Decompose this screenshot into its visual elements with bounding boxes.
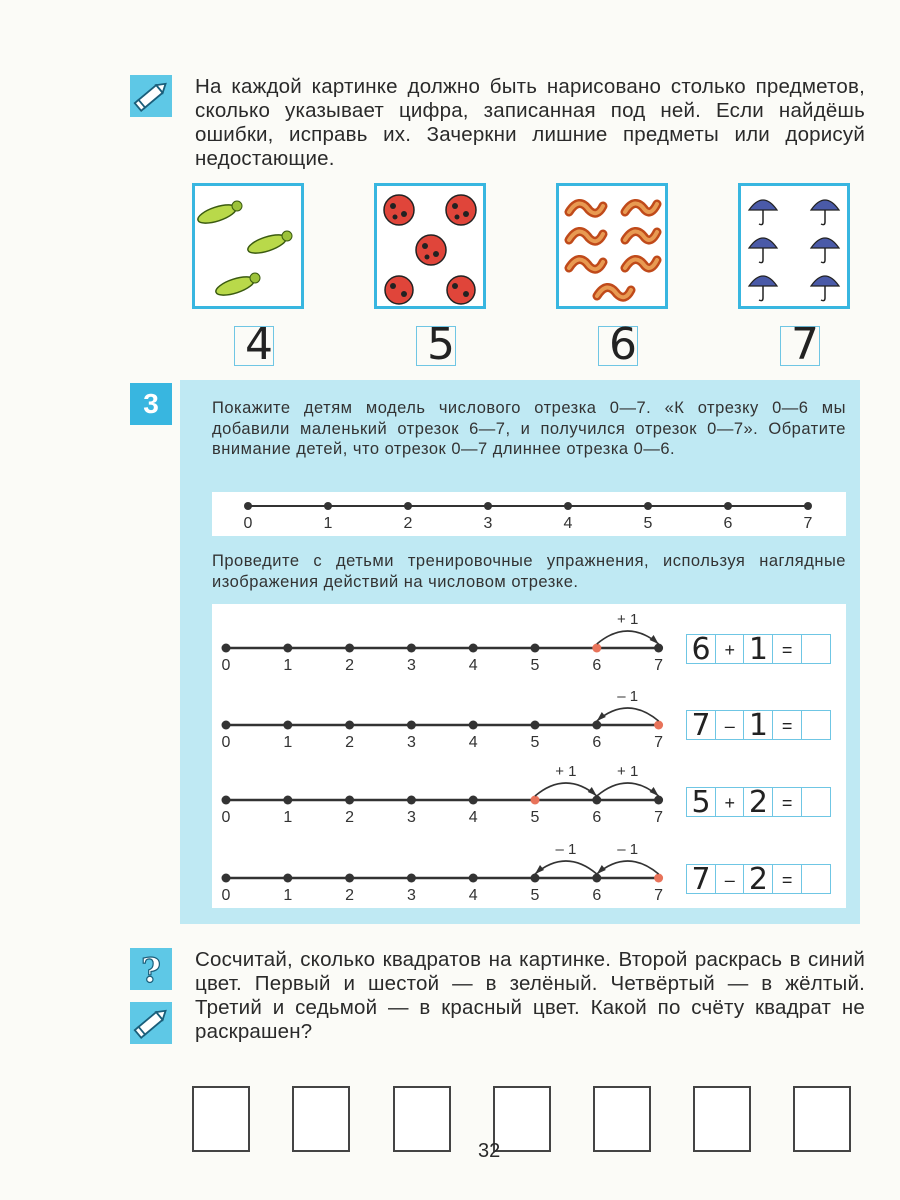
tick-dot <box>283 644 292 653</box>
tick-label: 7 <box>654 809 664 826</box>
model-tick-dot <box>404 502 412 510</box>
model-tick-dot <box>804 502 812 510</box>
ladybug-icon <box>446 195 476 225</box>
umbrella-icon <box>811 200 839 210</box>
model-tick-label: 5 <box>643 515 653 532</box>
tick-label: 5 <box>530 657 540 674</box>
digit-box <box>598 319 638 370</box>
task1-text: На каждой картинке должно быть нарисовано столько предметов, сколько указывает цифра, записанная под ней. Если найдёшь ошибки, исправь их. Зачеркни лишние предметы или дорисуй недостающие. <box>195 75 865 170</box>
jump-label: – 1 <box>617 688 639 705</box>
jump-label: + 1 <box>617 763 639 780</box>
start-dot <box>654 721 663 730</box>
model-tick-label: 6 <box>723 515 733 532</box>
picture-card-ladybugs <box>374 183 486 309</box>
tick-dot <box>407 644 416 653</box>
answer-cell: 1 <box>743 634 773 664</box>
tick-dot <box>592 721 601 730</box>
jump-arc <box>535 783 597 796</box>
jump-arc <box>597 783 659 796</box>
tick-label: 6 <box>592 887 602 904</box>
start-dot <box>592 644 601 653</box>
tick-dot <box>283 796 292 805</box>
tick-dot <box>222 644 231 653</box>
answer-cell: = <box>772 864 802 894</box>
model-tick-label: 4 <box>563 515 573 532</box>
tick-dot <box>469 796 478 805</box>
tick-label: 2 <box>345 809 355 826</box>
start-dot <box>531 796 540 805</box>
tick-label: 1 <box>283 657 293 674</box>
pencil-icon <box>130 75 172 117</box>
tick-dot <box>222 796 231 805</box>
answer-cell: 1 <box>743 710 773 740</box>
coloring-square-3[interactable] <box>393 1086 451 1152</box>
digit-label: 6 <box>609 319 637 370</box>
jump-label: + 1 <box>617 611 639 628</box>
coloring-square-2[interactable] <box>292 1086 350 1152</box>
tick-label: 4 <box>468 657 478 674</box>
tick-label: 7 <box>654 734 664 751</box>
answer-row-1 <box>686 632 830 667</box>
tick-label: 5 <box>530 734 540 751</box>
tick-dot <box>222 721 231 730</box>
digit-box <box>416 319 456 370</box>
tick-label: 6 <box>592 734 602 751</box>
answer-cell: 7 <box>686 710 716 740</box>
tick-dot <box>469 644 478 653</box>
ladybug-icon <box>416 235 446 265</box>
tick-label: 6 <box>592 809 602 826</box>
arrow-head-icon <box>650 635 659 644</box>
tick-dot <box>531 721 540 730</box>
tick-label: 2 <box>345 657 355 674</box>
jump-arc <box>597 708 659 721</box>
start-dot <box>654 874 663 883</box>
task-number: 3 <box>130 383 172 425</box>
answer-cell: + <box>715 634 745 664</box>
ladybug-icon <box>385 276 413 304</box>
teacher-text-1: Покажите детям модель числового отрезка 0—7. «К отрезку 0—6 мы добавили маленький отрезок 6—7, и получился отрезок 0—7». Обратите внимание детей, что отрезок 0—7 длиннее отрезка 0—6. <box>212 399 846 458</box>
ladybug-icon <box>447 276 475 304</box>
teacher-text-2: Проведите с детьми тренировочные упражнения, используя наглядные изображения действий на числовом отрезке. <box>212 552 846 591</box>
arrow-head-icon <box>597 712 606 721</box>
arrow-head-icon <box>588 787 597 796</box>
tick-label: 2 <box>345 887 355 904</box>
tick-dot <box>407 721 416 730</box>
jump-label: + 1 <box>555 763 577 780</box>
model-tick-dot <box>324 502 332 510</box>
tick-dot <box>469 721 478 730</box>
tick-dot <box>531 874 540 883</box>
tick-dot <box>345 721 354 730</box>
task4-text: Сосчитай, сколько квадратов на картинке. Второй раскрась в синий цвет. Первый и шестой — в зелёный. Четвёртый — в жёлтый. Третий и седьмой — в красный цвет. Какой по счёту квадрат не раскрашен? <box>195 948 865 1043</box>
tick-label: 1 <box>283 809 293 826</box>
page-number: 32 <box>478 1140 501 1162</box>
tick-label: 0 <box>221 734 231 751</box>
model-tick-dot <box>564 502 572 510</box>
caterpillar-icon <box>214 273 260 299</box>
answer-cell: 6 <box>686 634 716 664</box>
model-tick-label: 0 <box>243 515 253 532</box>
tick-label: 5 <box>530 887 540 904</box>
answer-cell: + <box>715 787 745 817</box>
umbrella-icon <box>749 200 777 210</box>
jump-label: – 1 <box>555 841 577 858</box>
tick-label: 4 <box>468 809 478 826</box>
answer-row-4 <box>686 862 830 897</box>
tick-dot <box>654 644 663 653</box>
ladybug-icon <box>384 195 414 225</box>
tick-dot <box>654 796 663 805</box>
svg-text:?: ? <box>141 951 161 990</box>
model-tick-label: 1 <box>323 515 333 532</box>
digit-box <box>780 319 820 370</box>
answer-cell: 2 <box>743 787 773 817</box>
answer-cell: = <box>772 710 802 740</box>
umbrella-icon <box>749 238 777 248</box>
tick-dot <box>592 874 601 883</box>
answer-blank[interactable] <box>801 864 831 894</box>
answer-cell: = <box>772 787 802 817</box>
coloring-square-5[interactable] <box>593 1086 651 1152</box>
digit-box <box>234 319 274 370</box>
answer-cell: – <box>715 864 745 894</box>
answer-cell: 7 <box>686 864 716 894</box>
pencil-icon <box>130 1002 172 1044</box>
model-tick-label: 3 <box>483 515 493 532</box>
jump-label: – 1 <box>617 841 639 858</box>
tick-label: 1 <box>283 734 293 751</box>
answer-blank[interactable] <box>801 634 831 664</box>
answer-cell: 2 <box>743 864 773 894</box>
tick-label: 4 <box>468 734 478 751</box>
answer-blank[interactable] <box>801 787 831 817</box>
tick-label: 0 <box>221 809 231 826</box>
tick-dot <box>407 874 416 883</box>
model-tick-dot <box>644 502 652 510</box>
model-tick-dot <box>244 502 252 510</box>
digit-label: 7 <box>791 319 819 370</box>
picture-card-umbrellas <box>738 183 850 309</box>
tick-label: 0 <box>221 657 231 674</box>
answer-cell: – <box>715 710 745 740</box>
question-icon <box>130 948 172 990</box>
answer-cell: = <box>772 634 802 664</box>
umbrella-icon <box>749 276 777 286</box>
picture-card-caterpillars <box>192 183 304 309</box>
tick-dot <box>469 874 478 883</box>
tick-dot <box>222 874 231 883</box>
arrow-head-icon <box>535 865 544 874</box>
tick-label: 2 <box>345 734 355 751</box>
umbrella-icon <box>811 276 839 286</box>
jump-arc <box>597 631 659 644</box>
tick-dot <box>283 874 292 883</box>
answer-row-2 <box>686 708 830 743</box>
umbrella-icon <box>811 238 839 248</box>
digit-label: 5 <box>427 319 455 370</box>
caterpillar-icon <box>246 231 292 257</box>
tick-label: 7 <box>654 657 664 674</box>
tick-dot <box>345 644 354 653</box>
tick-dot <box>345 796 354 805</box>
tick-label: 5 <box>530 809 540 826</box>
model-segment-strip <box>212 492 846 536</box>
tick-dot <box>407 796 416 805</box>
tick-label: 3 <box>406 734 416 751</box>
answer-blank[interactable] <box>801 710 831 740</box>
jump-arc <box>535 861 597 874</box>
coloring-square-7[interactable] <box>793 1086 851 1152</box>
model-tick-dot <box>724 502 732 510</box>
model-tick-label: 7 <box>803 515 813 532</box>
tick-label: 4 <box>468 887 478 904</box>
tick-label: 3 <box>406 657 416 674</box>
tick-label: 7 <box>654 887 664 904</box>
arrow-head-icon <box>650 787 659 796</box>
caterpillar-icon <box>196 201 242 227</box>
tick-label: 6 <box>592 657 602 674</box>
jump-arc <box>597 861 659 874</box>
digit-label: 4 <box>245 319 273 370</box>
arrow-head-icon <box>597 865 606 874</box>
tick-dot <box>345 874 354 883</box>
tick-dot <box>592 796 601 805</box>
answer-row-3 <box>686 785 830 820</box>
tick-label: 3 <box>406 887 416 904</box>
coloring-square-4[interactable] <box>493 1086 551 1152</box>
model-tick-dot <box>484 502 492 510</box>
tick-dot <box>283 721 292 730</box>
tick-label: 1 <box>283 887 293 904</box>
picture-card-worms <box>556 183 668 309</box>
coloring-square-1[interactable] <box>192 1086 250 1152</box>
tick-label: 3 <box>406 809 416 826</box>
coloring-square-6[interactable] <box>693 1086 751 1152</box>
tick-dot <box>531 644 540 653</box>
answer-cell: 5 <box>686 787 716 817</box>
model-tick-label: 2 <box>403 515 413 532</box>
tick-label: 0 <box>221 887 231 904</box>
